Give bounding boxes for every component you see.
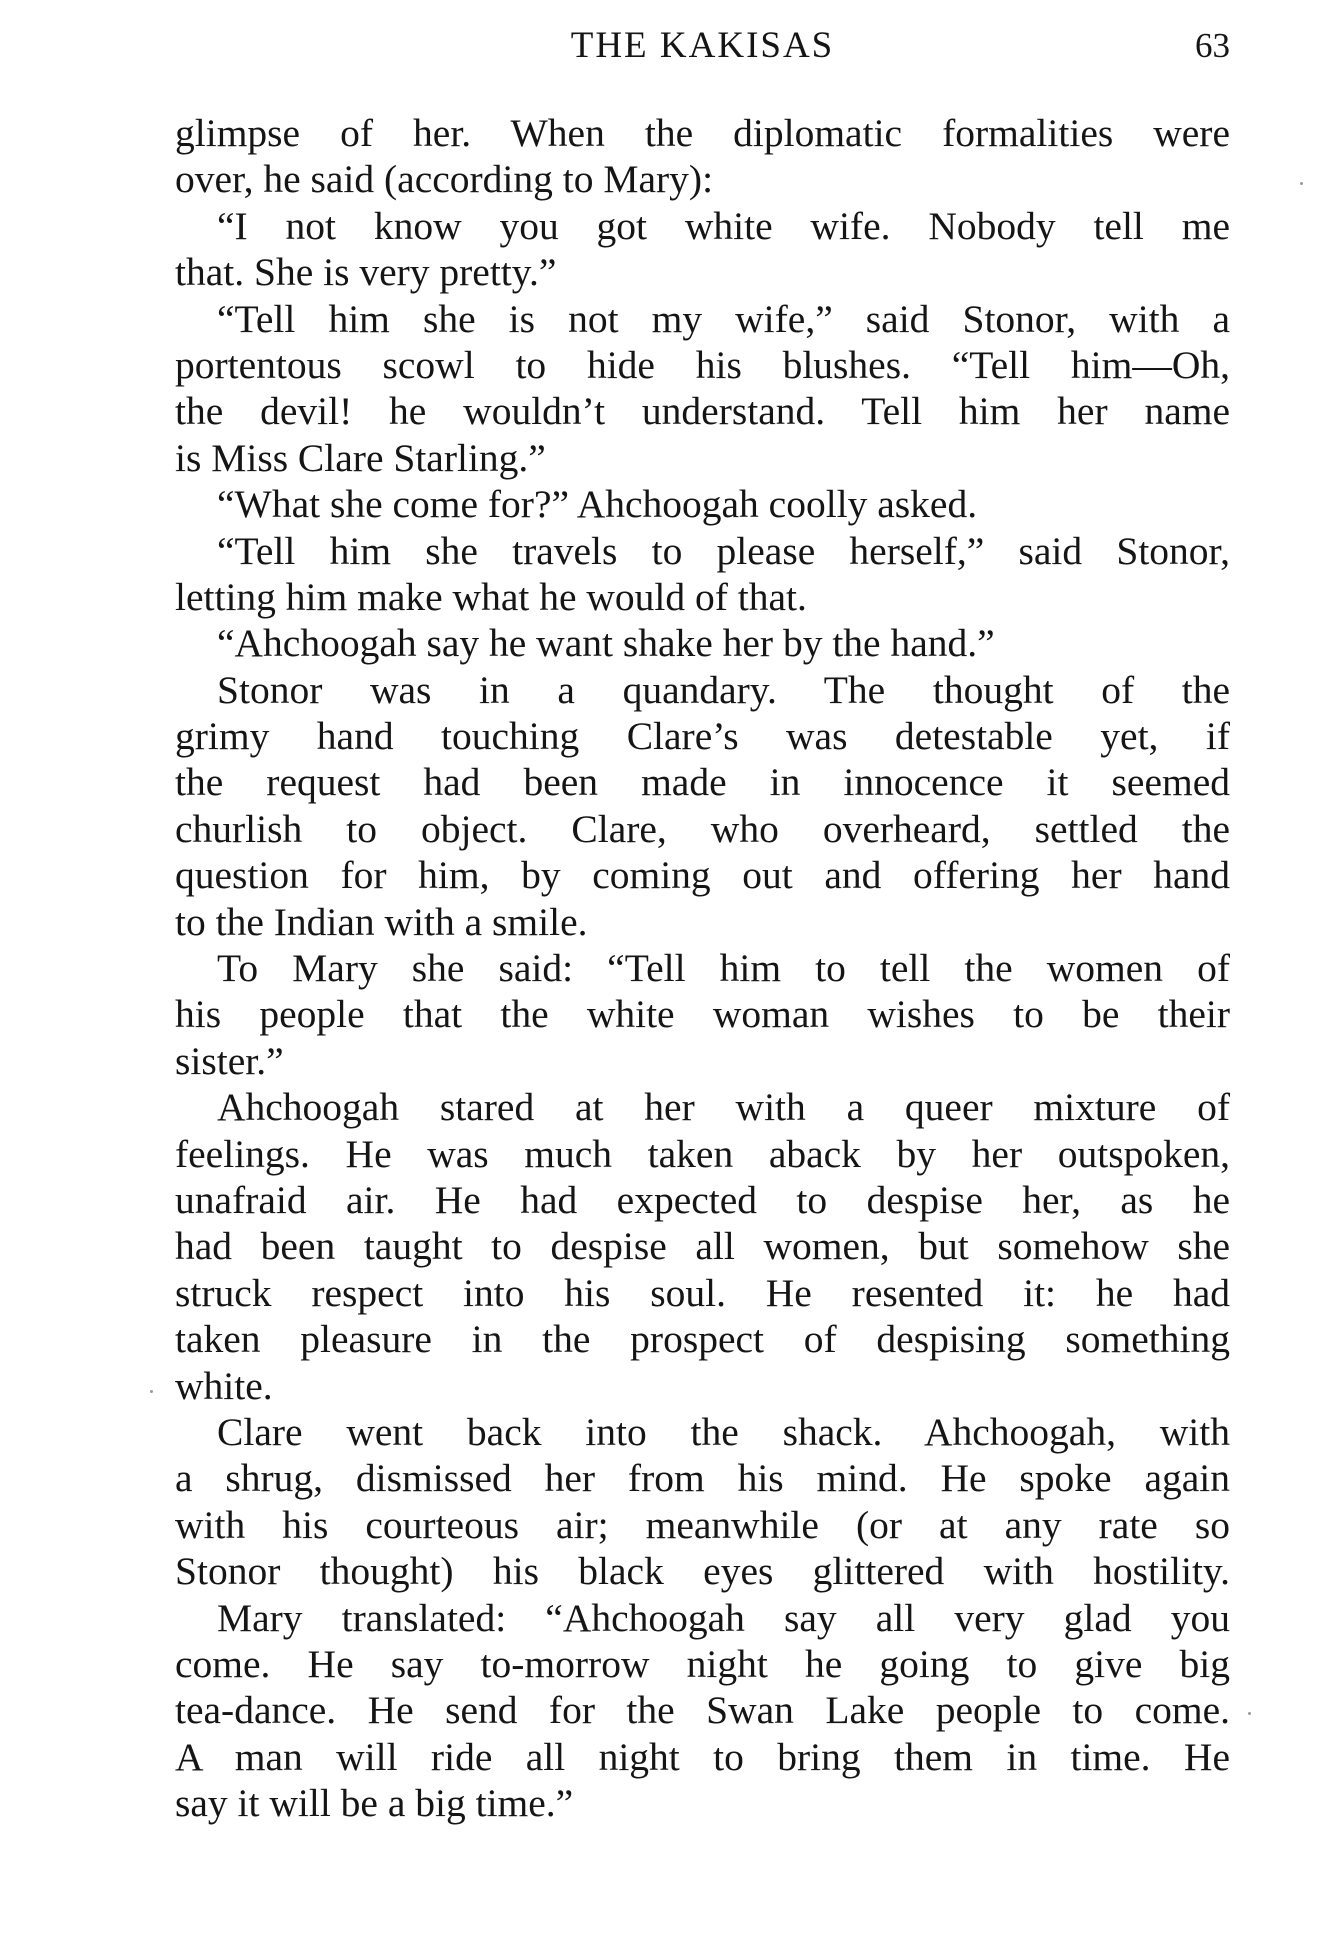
- text-line: come. He say to-morrow night he going to give big: [175, 1641, 1230, 1686]
- text-line: with his courteous air; meanwhile (or at any rate so: [175, 1502, 1230, 1547]
- text-line: the request had been made in innocence it seemed: [175, 760, 1230, 805]
- text-line: Stonor thought) his black eyes glittered with hostility.: [175, 1549, 1230, 1594]
- text-line: unafraid air. He had expected to despise her, as he: [175, 1177, 1230, 1222]
- text-line: a shrug, dismissed her from his mind. He spoke again: [175, 1456, 1230, 1501]
- text-line: To Mary she said: “Tell him to tell the women of: [217, 946, 1230, 991]
- text-line: Mary translated: “Ahchoogah say all very glad you: [217, 1595, 1230, 1640]
- text-line: is Miss Clare Starling.”: [175, 435, 546, 480]
- text-line: his people that the white woman wishes to be their: [175, 992, 1230, 1037]
- text-line: “I not know you got white wife. Nobody tell me: [217, 203, 1230, 248]
- running-head: [175, 18, 1230, 74]
- text-line: churlish to object. Clare, who overheard, settled the: [175, 806, 1230, 851]
- text-line: A man will ride all night to bring them in time. He: [175, 1734, 1230, 1779]
- text-line: grimy hand touching Clare’s was detestable yet, if: [175, 714, 1230, 759]
- text-line: Ahchoogah stared at her with a queer mixture of: [217, 1085, 1230, 1130]
- text-line: “Ahchoogah say he want shake her by the hand.”: [217, 621, 995, 666]
- text-line: Stonor was in a quandary. The thought of the: [217, 667, 1230, 712]
- running-title: THE KAKISAS: [570, 25, 835, 66]
- text-line: “Tell him she travels to please herself,” said Stonor,: [217, 528, 1230, 573]
- text-line: letting him make what he would of that.: [175, 574, 807, 619]
- text-line: had been taught to despise all women, but somehow she: [175, 1224, 1230, 1269]
- text-line: to the Indian with a smile.: [175, 899, 588, 944]
- text-line: taken pleasure in the prospect of despising something: [175, 1317, 1230, 1362]
- paper-speck: [150, 1390, 153, 1393]
- text-line: tea-dance. He send for the Swan Lake people to come.: [175, 1688, 1230, 1733]
- paper-speck: [1300, 182, 1303, 185]
- text-line: white.: [175, 1363, 273, 1408]
- text-line: question for him, by coming out and offering her hand: [175, 853, 1230, 898]
- text-line: portentous scowl to hide his blushes. “Tell him—Oh,: [175, 342, 1230, 387]
- text-line: sister.”: [175, 1038, 284, 1083]
- text-line: feelings. He was much taken aback by her outspoken,: [175, 1131, 1230, 1176]
- text-line: struck respect into his soul. He resented it: he had: [175, 1270, 1230, 1315]
- text-line: “What she come for?” Ahchoogah coolly asked.: [217, 482, 978, 527]
- text-line: glimpse of her. When the diplomatic formalities were: [175, 111, 1230, 155]
- paper-speck: [1248, 1712, 1251, 1715]
- body-text: [175, 110, 1230, 1826]
- text-line: Clare went back into the shack. Ahchoogah, with: [217, 1409, 1230, 1454]
- text-line: “Tell him she is not my wife,” said Stonor, with a: [217, 296, 1230, 341]
- text-line: the devil! he wouldn’t understand. Tell him her name: [175, 389, 1230, 434]
- text-line: that. She is very pretty.”: [175, 250, 557, 295]
- text-line: over, he said (according to Mary):: [175, 157, 714, 202]
- text-line: say it will be a big time.”: [175, 1781, 574, 1826]
- page-number: 63: [1195, 26, 1230, 65]
